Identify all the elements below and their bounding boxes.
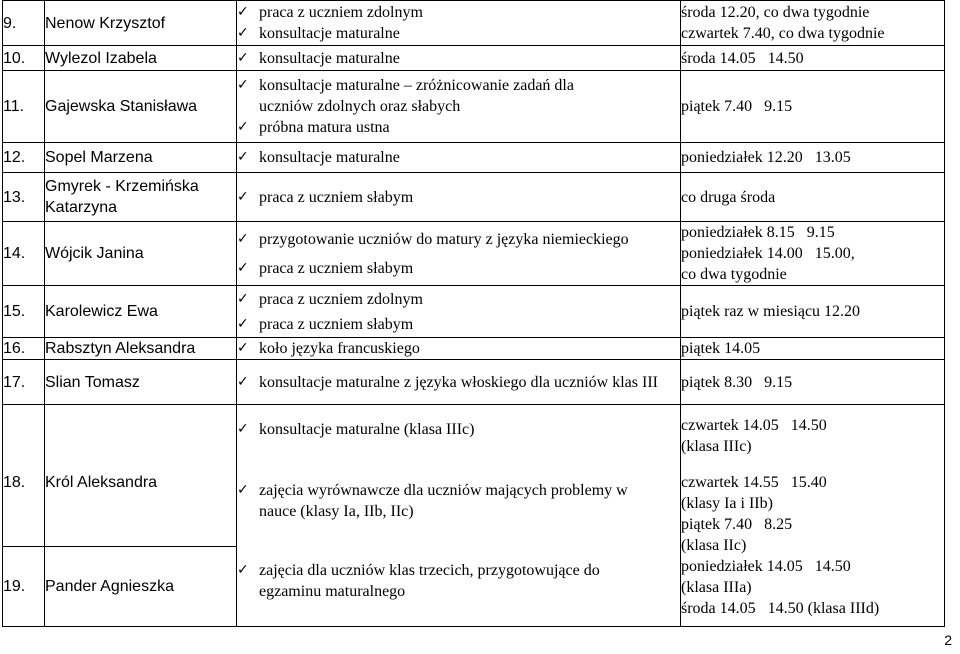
table-row <box>3 1 945 46</box>
table-row <box>3 173 945 222</box>
checkmark-icon: ✓ <box>237 421 249 437</box>
checkmark-icon: ✓ <box>237 315 249 332</box>
activities-cell <box>237 360 681 405</box>
checkmark-icon: ✓ <box>237 373 249 390</box>
teacher-name: Gmyrek - Krzemińska <box>45 178 199 195</box>
teacher-name: Gajewska Stanisława <box>45 71 237 143</box>
checkmark-icon: ✓ <box>237 49 249 66</box>
activity-text: praca z uczniem słabym <box>259 259 414 277</box>
row-number: 16. <box>3 338 45 360</box>
checkmark-icon: ✓ <box>237 119 249 135</box>
teacher-name: Karolewicz Ewa <box>45 286 237 338</box>
activity-text: konsultacje maturalne – zróżnicowanie zadań dla uczniów zdolnych oraz słabych <box>259 77 574 115</box>
teacher-name: Rabsztyn Aleksandra <box>45 338 237 360</box>
time-text: (klasa IIc) <box>681 537 747 554</box>
table-row <box>3 405 945 547</box>
schedule-time-cell <box>681 222 945 286</box>
time-text: środa 14.05 14.50 <box>681 46 945 71</box>
time-text: piątek 7.40 9.15 <box>681 71 945 143</box>
checkmark-icon: ✓ <box>237 77 249 93</box>
activity-text: praca z uczniem zdolnym <box>259 4 423 21</box>
activity-text: konsultacje maturalne <box>259 49 400 67</box>
time-text: środa 14.05 14.50 (klasa IIId) <box>681 600 880 617</box>
activities-cell <box>237 173 681 222</box>
time-text: środa 12.20, co dwa tygodnie <box>681 4 870 21</box>
time-text: poniedziałek 12.20 13.05 <box>681 143 945 173</box>
row-number: 13. <box>3 173 45 222</box>
row-number: 12. <box>3 143 45 173</box>
activity-text: konsultacje maturalne z języka włoskiego dla uczniów klas III <box>259 373 658 391</box>
row-number: 9. <box>3 1 45 46</box>
checkmark-icon: ✓ <box>237 259 249 276</box>
table-row <box>3 222 945 286</box>
teacher-name: Wylezol Izabela <box>45 46 237 71</box>
activities-cell <box>237 222 681 286</box>
time-text: piątek 8.30 9.15 <box>681 360 945 405</box>
checkmark-icon: ✓ <box>237 290 249 307</box>
checkmark-icon: ✓ <box>237 25 249 41</box>
activities-cell <box>237 338 681 360</box>
checkmark-icon: ✓ <box>237 230 249 247</box>
page-number: 2 <box>944 632 952 648</box>
schedule-time-cell <box>681 405 945 627</box>
checkmark-icon: ✓ <box>237 482 249 498</box>
teacher-name: Katarzyna <box>45 199 118 216</box>
time-text: (klasy Ia i IIb) <box>681 495 773 512</box>
row-number: 14. <box>3 222 45 286</box>
time-text: piątek 7.40 8.25 <box>681 516 793 533</box>
checkmark-icon: ✓ <box>237 340 249 356</box>
activity-text: zajęcia wyrównawcze dla uczniów mających problemy w nauce (klasy Ia, IIb, IIc) <box>259 482 628 520</box>
time-text: poniedziałek 14.00 15.00, <box>681 245 855 262</box>
activity-text: koło języka francuskiego <box>259 340 420 357</box>
activity-text: konsultacje maturalne (klasa IIIc) <box>259 421 475 438</box>
teacher-name: Król Aleksandra <box>45 405 237 547</box>
schedule-table <box>2 0 945 627</box>
table-row <box>3 46 945 71</box>
activities-cell <box>237 71 681 143</box>
activity-text: praca z uczniem słabym <box>259 315 414 333</box>
activities-cell <box>237 405 681 627</box>
row-number: 10. <box>3 46 45 71</box>
activities-cell <box>237 46 681 71</box>
row-number: 17. <box>3 360 45 405</box>
activity-text: praca z uczniem zdolnym <box>259 290 423 308</box>
time-text: (klasa IIIc) <box>681 438 752 455</box>
teacher-name: Slian Tomasz <box>45 360 237 405</box>
time-text: piątek raz w miesiącu 12.20 <box>681 286 945 338</box>
activity-text: zajęcia dla uczniów klas trzecich, przygotowujące do egzaminu maturalnego <box>259 562 600 600</box>
table-row <box>3 360 945 405</box>
table-row <box>3 143 945 173</box>
teacher-name: Wójcik Janina <box>45 222 237 286</box>
activity-text: próbna matura ustna <box>259 119 390 136</box>
checkmark-icon: ✓ <box>237 562 249 578</box>
activity-text: konsultacje maturalne <box>259 25 400 42</box>
teacher-name-cell <box>45 173 237 222</box>
row-number: 11. <box>3 71 45 143</box>
time-text: poniedziałek 8.15 9.15 <box>681 224 835 241</box>
time-text: co dwa tygodnie <box>681 266 787 283</box>
table-row <box>3 338 945 360</box>
time-text: czwartek 7.40, co dwa tygodnie <box>681 25 885 42</box>
activity-text: konsultacje maturalne <box>259 149 400 166</box>
table-row <box>3 286 945 338</box>
row-number: 19. <box>3 547 45 627</box>
row-number: 18. <box>3 405 45 547</box>
time-text: czwartek 14.55 15.40 <box>681 474 827 491</box>
time-text: czwartek 14.05 14.50 <box>681 417 827 434</box>
activities-cell <box>237 1 681 46</box>
checkmark-icon: ✓ <box>237 4 249 20</box>
row-number: 15. <box>3 286 45 338</box>
activity-text: przygotowanie uczniów do matury z języka niemieckiego <box>259 230 629 248</box>
schedule-time-cell <box>681 1 945 46</box>
time-text: (klasa IIIa) <box>681 579 752 596</box>
time-text: piątek 14.05 <box>681 338 945 360</box>
teacher-name: Nenow Krzysztof <box>45 1 237 46</box>
activity-text: praca z uczniem słabym <box>259 188 414 206</box>
teacher-name: Pander Agnieszka <box>45 547 237 627</box>
activities-cell <box>237 143 681 173</box>
checkmark-icon: ✓ <box>237 149 249 165</box>
activities-cell <box>237 286 681 338</box>
time-text: co druga środa <box>681 173 945 222</box>
teacher-name: Sopel Marzena <box>45 143 237 173</box>
checkmark-icon: ✓ <box>237 188 249 205</box>
time-text: poniedziałek 14.05 14.50 <box>681 558 851 575</box>
table-row <box>3 71 945 143</box>
